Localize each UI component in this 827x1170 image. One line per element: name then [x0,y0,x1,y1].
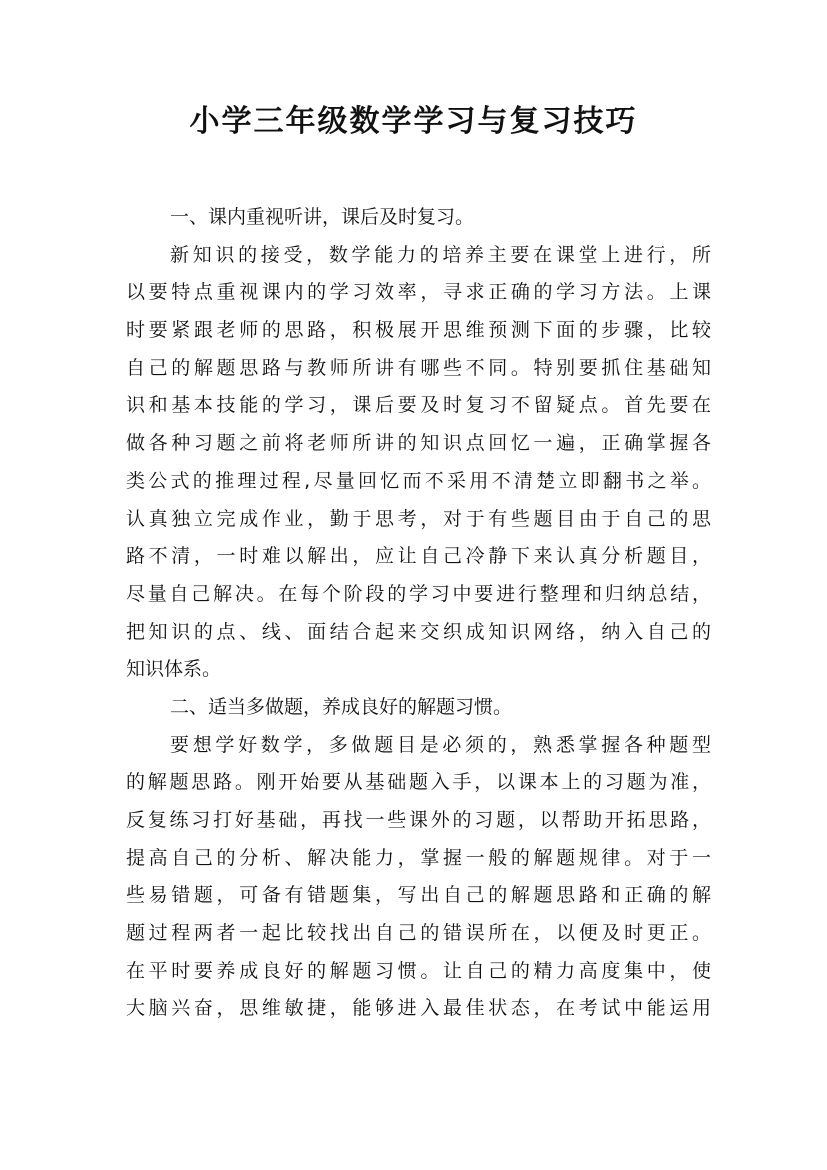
paragraph-line: 提高自己的分析、解决能力，掌握一般的解题规律。对于一 [126,846,711,869]
paragraph-line: 大脑兴奋，思维敏捷，能够进入最佳状态，在考试中能运用 [126,997,711,1020]
section-heading-2: 二、适当多做题，养成良好的解题习惯。 [170,695,513,718]
paragraph-line: 知识体系。 [126,658,222,681]
paragraph-line: 识和基本技能的学习，课后要及时复习不留疑点。首先要在 [126,394,711,417]
paragraph-line: 新知识的接受，数学能力的培养主要在课堂上进行，所 [170,243,711,266]
paragraph-line: 反复练习打好基础，再找一些课外的习题，以帮助开拓思路， [126,809,711,831]
paragraph-line: 把知识的点、线、面结合起来交织成知识网络，纳入自己的 [126,620,711,643]
paragraph-line: 的解题思路。刚开始要从基础题入手，以课本上的习题为准， [126,771,711,794]
paragraph-line: 做各种习题之前将老师所讲的知识点回忆一遍，正确掌握各 [126,432,711,455]
paragraph-line: 路不清，一时难以解出，应让自己冷静下来认真分析题目， [126,545,711,568]
paragraph-line: 题过程两者一起比较找出自己的错误所在，以便及时更正。 [126,922,711,945]
paragraph-line: 尽量自己解决。在每个阶段的学习中要进行整理和归纳总结， [126,582,711,605]
page-title: 小学三年级数学学习与复习技巧 [189,104,638,139]
paragraph-line: 在平时要养成良好的解题习惯。让自己的精力高度集中，使 [126,959,711,982]
paragraph-line: 要想学好数学，多做题目是必须的，熟悉掌握各种题型 [170,733,711,756]
paragraph-line: 以要特点重视课内的学习效率，寻求正确的学习方法。上课 [126,281,711,304]
document-body [126,199,711,1028]
section-heading-1: 一、课内重视听讲，课后及时复习。 [170,206,475,228]
paragraph-line: 认真独立完成作业，勤于思考，对于有些题目由于自己的思 [126,507,711,530]
paragraph-line: 类公式的推理过程,尽量回忆而不采用不清楚立即翻书之举。 [126,469,711,492]
paragraph-line: 自己的解题思路与教师所讲有哪些不同。特别要抓住基础知 [126,356,711,379]
paragraph-line: 时要紧跟老师的思路，积极展开思维预测下面的步骤，比较 [126,319,711,342]
paragraph-line: 些易错题，可备有错题集，写出自己的解题思路和正确的解 [126,884,711,907]
